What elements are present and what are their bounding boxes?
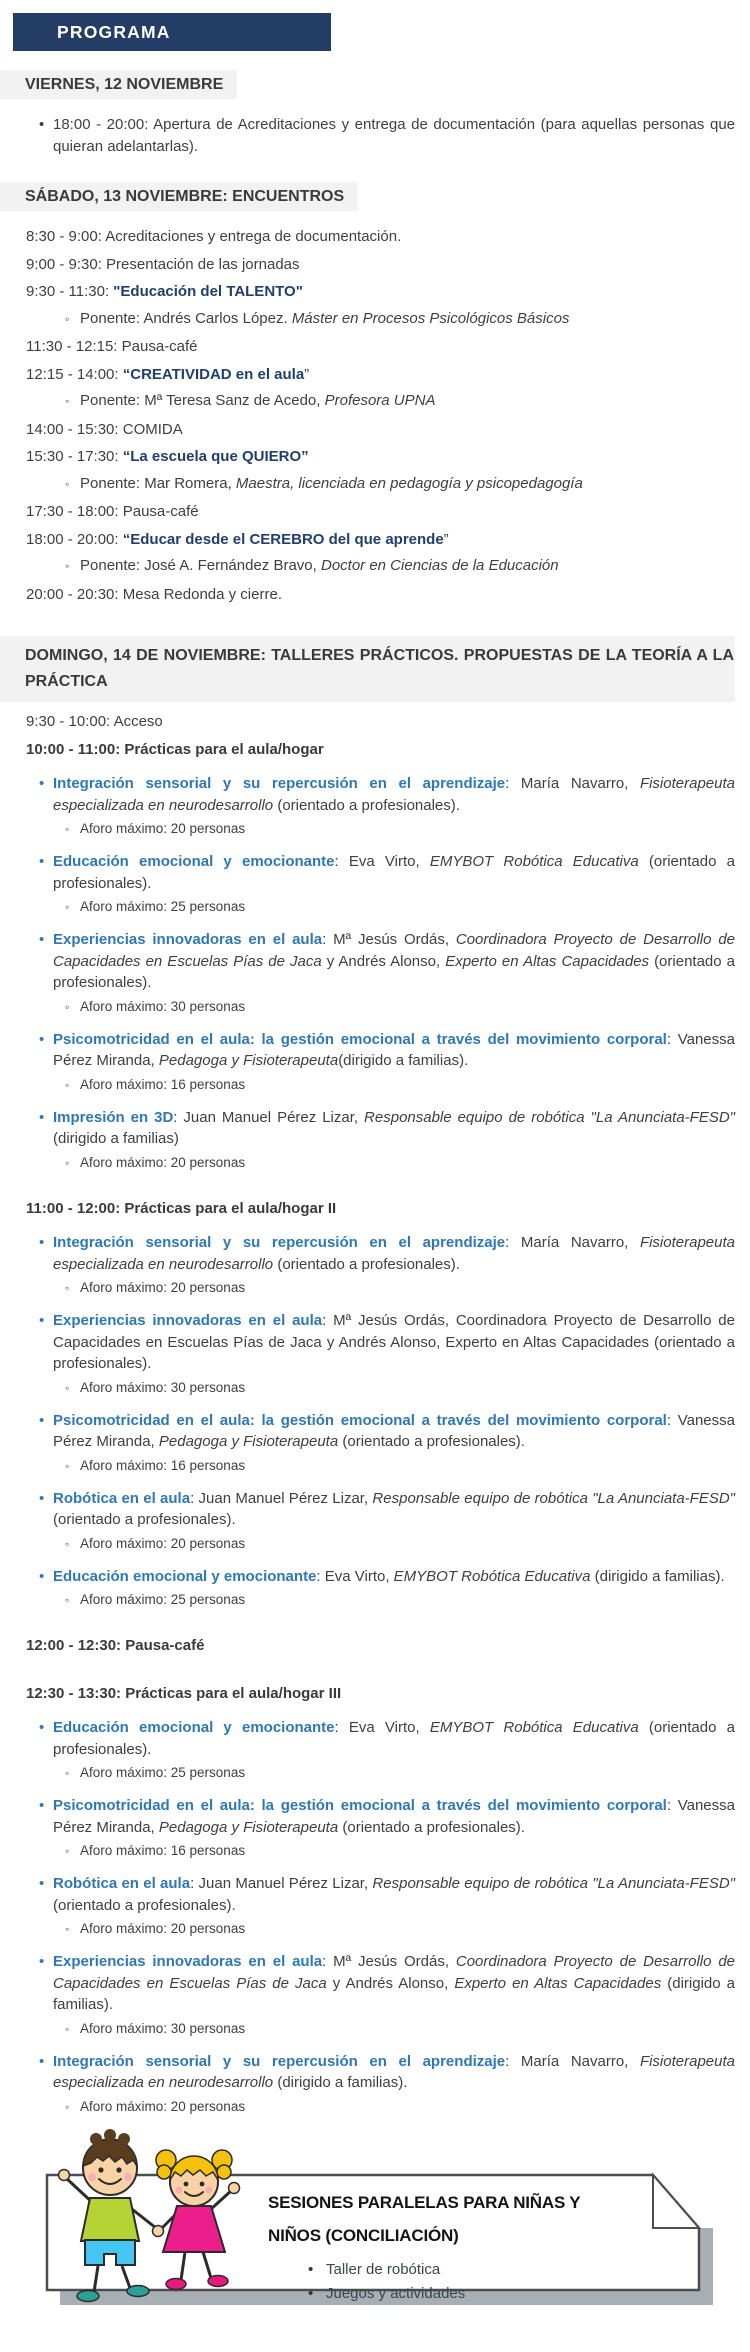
text-segment: EMYBOT Robótica Educativa	[429, 1719, 639, 1736]
aforo-line	[13, 1075, 735, 1094]
text-segment: 18:00 - 20:00:	[26, 530, 123, 548]
workshop-title-line	[13, 1029, 735, 1072]
text-segment: Robótica en el aula	[53, 1489, 191, 1507]
workshop-item	[13, 1410, 735, 1475]
text-segment: 9:30 - 10:00: Acceso	[26, 713, 163, 730]
bullet-icon: •	[39, 1489, 45, 1507]
bullet-icon: •	[39, 775, 45, 792]
text-segment: : Eva Virto,	[334, 853, 430, 870]
aforo-line	[13, 1456, 735, 1475]
circle-bullet-icon: ◦	[65, 1593, 70, 1607]
bullet-icon: •	[39, 1312, 45, 1329]
text-segment: (dirigido a familias).	[590, 1567, 725, 1585]
workshop-title-line	[13, 1795, 735, 1838]
aforo-text: Aforo máximo: 30 personas	[80, 2020, 246, 2036]
day-section-domingo	[13, 636, 735, 2116]
workshop-item	[13, 1873, 735, 1938]
schedule-line	[13, 254, 735, 276]
aforo-text: Aforo máximo: 20 personas	[80, 1535, 246, 1551]
text-segment: : Juan Manuel Pérez Lizar,	[190, 1489, 373, 1507]
circle-bullet-icon: ◦	[65, 311, 70, 326]
bullet-icon: •	[39, 1719, 45, 1736]
aforo-line	[13, 1153, 735, 1172]
circle-bullet-icon: ◦	[65, 1155, 70, 1170]
text-segment: (orientado a profesionales).	[53, 1511, 236, 1528]
bullet-icon: •	[39, 1030, 45, 1048]
banner-item-label: Juegos y actividades	[326, 2284, 466, 2302]
text-segment: : Mª Jesús Ordás,	[322, 1953, 456, 1970]
text-segment: : Eva Virto,	[334, 1719, 430, 1736]
workshop-item	[13, 1951, 735, 2038]
text-segment: 9:00 - 9:30: Presentación de las jornadas	[26, 255, 300, 273]
aforo-line	[13, 2097, 735, 2116]
text-segment: Impresión en 3D	[53, 1108, 174, 1126]
bullet-icon: •	[39, 1567, 45, 1585]
text-segment: ”	[443, 530, 449, 548]
workshop-title-line	[13, 1232, 735, 1275]
bullet-icon: •	[39, 1875, 45, 1892]
workshop-item	[13, 1795, 735, 1860]
schedule-line	[13, 711, 735, 733]
workshop-title-line	[13, 929, 735, 994]
text-segment: Educación emocional y emocionante	[53, 853, 335, 870]
text-segment: Fisioterapeuta especializada en neurodesarrollo	[53, 1234, 735, 1273]
workshop-title-line	[13, 1873, 735, 1916]
text-segment: Ponente: Mar Romera,	[80, 474, 236, 492]
banner-list-item	[308, 2258, 678, 2282]
day-header-sabado: SÁBADO, 13 NOVIEMBRE: ENCUENTROS	[0, 182, 358, 211]
text-segment: “CREATIVIDAD en el aula	[122, 365, 305, 383]
text-segment: : Eva Virto,	[316, 1567, 394, 1585]
text-segment: Experiencias innovadoras en el aula	[53, 1953, 323, 1970]
bullet-icon: •	[39, 1797, 45, 1814]
workshop-item	[13, 1488, 735, 1553]
text-segment: Educación emocional y emocionante	[53, 1567, 317, 1585]
day-section-sabado	[13, 163, 735, 605]
workshop-item	[13, 2051, 735, 2116]
text-segment: Profesora UPNA	[324, 392, 436, 409]
aforo-text: Aforo máximo: 20 personas	[80, 821, 246, 836]
workshop-item	[13, 929, 735, 1016]
aforo-text: Aforo máximo: 20 personas	[80, 1154, 246, 1170]
text-segment: (orientado a profesionales).	[273, 796, 460, 814]
text-segment: 9:30 - 11:30:	[26, 283, 114, 300]
children-illustration	[48, 2120, 243, 2352]
banner-text	[268, 2186, 678, 2306]
text-segment: Coordinadora Proyecto de Desarrollo de Capacidades en Escuelas Pías de Jaca	[53, 1953, 735, 1992]
aforo-text: Aforo máximo: 25 personas	[80, 899, 246, 914]
text-segment: Integración sensorial y su repercusión en el aprendizaje	[53, 1234, 506, 1251]
workshop-item	[13, 1029, 735, 1094]
text-segment: Psicomotricidad en el aula: la gestión emocional a través del movimiento corporal	[53, 1411, 667, 1429]
text-segment: Fisioterapeuta especializada en neurodesarrollo	[53, 2052, 735, 2091]
schedule-sections	[13, 51, 735, 2116]
bullet-icon: •	[39, 1953, 45, 1970]
text-segment: Ponente: Mª Teresa Sanz de Acedo,	[80, 392, 325, 409]
circle-bullet-icon: ◦	[65, 999, 70, 1014]
schedule-line	[13, 336, 735, 358]
text-segment: Pedagoga y Fisioterapeuta	[158, 1433, 339, 1450]
text-segment: : Vanessa Pérez Miranda,	[53, 1030, 735, 1069]
schedule-line	[13, 584, 735, 606]
aforo-line	[13, 897, 735, 916]
circle-bullet-icon: ◦	[65, 900, 70, 914]
schedule-line	[13, 419, 735, 441]
bullet-icon: •	[39, 931, 45, 948]
text-segment: (orientado a profesionales).	[338, 1818, 525, 1836]
schedule-line	[13, 114, 735, 157]
circle-bullet-icon: ◦	[65, 1536, 70, 1551]
day-header-domingo: DOMINGO, 14 DE NOVIEMBRE: TALLERES PRÁCTICOS. PROPUESTAS DE LA TEORÍA A LA PRÁCTICA	[0, 636, 735, 702]
aforo-line	[13, 1278, 735, 1297]
text-segment: Responsable equipo de robótica "La Anunciata-FESD"	[372, 1875, 735, 1892]
workshop-title-line	[13, 1488, 735, 1531]
text-segment: Experto en Altas Capacidades	[445, 952, 650, 970]
workshop-title-line	[13, 773, 735, 816]
workshop-item	[13, 1107, 735, 1172]
text-segment: (orientado a profesionales).	[53, 1896, 236, 1914]
schedule-line	[13, 501, 735, 523]
text-segment: 12:15 - 14:00:	[26, 365, 123, 383]
text-segment: Responsable equipo de robótica "La Anunciata-FESD"	[372, 1489, 735, 1507]
circle-bullet-icon: ◦	[65, 1766, 70, 1780]
text-segment: (orientado a profesionales).	[53, 1719, 735, 1758]
text-segment: Maestra, licenciada en pedagogía y psicopedagogía	[235, 474, 583, 492]
text-segment: : Mª Jesús Ordás,	[322, 931, 456, 948]
text-segment: EMYBOT Robótica Educativa	[429, 853, 639, 870]
text-segment: : María Navarro,	[505, 775, 640, 792]
circle-bullet-icon: ◦	[65, 1922, 70, 1936]
aforo-text: Aforo máximo: 16 personas	[80, 1843, 246, 1858]
aforo-text: Aforo máximo: 30 personas	[80, 998, 246, 1014]
text-segment: 8:30 - 9:00: Acreditaciones y entrega de documentación.	[26, 228, 402, 245]
speaker-line	[13, 555, 735, 577]
boy-figure	[59, 2129, 157, 2302]
text-segment: ”	[304, 365, 310, 383]
speaker-line	[13, 473, 735, 495]
text-segment: Robótica en el aula	[53, 1875, 191, 1892]
text-segment: (dirigido a familias).	[338, 1052, 469, 1069]
text-segment: 20:00 - 20:30: Mesa Redonda y cierre.	[26, 585, 282, 603]
schedule-line	[13, 529, 735, 551]
aforo-text: Aforo máximo: 16 personas	[80, 1457, 246, 1473]
bullet-icon: •	[39, 1108, 45, 1126]
text-segment: : María Navarro,	[505, 2052, 640, 2070]
text-segment: EMYBOT Robótica Educativa	[393, 1567, 591, 1585]
workshop-item	[13, 1310, 735, 1397]
workshop-title-line	[13, 1410, 735, 1453]
bullet-icon: •	[39, 2052, 45, 2070]
aforo-text: Aforo máximo: 20 personas	[80, 1280, 246, 1295]
text-segment: 15:30 - 17:30:	[26, 448, 123, 465]
day-section-viernes	[13, 51, 735, 157]
text-segment: Fisioterapeuta especializada en neurodesarrollo	[53, 775, 735, 814]
parallel-sessions-banner	[46, 2174, 699, 2302]
text-segment: “La escuela que QUIERO”	[122, 448, 309, 465]
text-segment: Máster en Procesos Psicológicos Básicos	[291, 309, 570, 327]
circle-bullet-icon: ◦	[65, 1077, 70, 1092]
workshop-title-line	[13, 1310, 735, 1375]
workshop-title-line	[13, 1951, 735, 2016]
workshop-item	[13, 773, 735, 838]
schedule-line	[13, 226, 735, 248]
text-segment: (dirigido a familias).	[273, 2074, 408, 2091]
text-segment: : Vanessa Pérez Miranda,	[53, 1797, 735, 1836]
text-segment: : Juan Manuel Pérez Lizar,	[190, 1875, 373, 1892]
text-segment: “Educar desde el CEREBRO del que aprende	[122, 530, 444, 548]
banner-bullet-list	[268, 2258, 678, 2306]
text-segment: 12:30 - 13:30: Prácticas para el aula/hogar III	[26, 1684, 342, 1702]
text-segment: (orientado a profesionales).	[53, 853, 735, 892]
text-segment: Integración sensorial y su repercusión en el aprendizaje	[53, 775, 506, 792]
speaker-line	[13, 308, 735, 330]
bullet-icon: •	[39, 1234, 45, 1251]
circle-bullet-icon: ◦	[65, 559, 70, 573]
aforo-line	[13, 1763, 735, 1782]
aforo-line	[13, 1590, 735, 1609]
schedule-line	[13, 281, 735, 303]
bullet-icon: •	[39, 1411, 45, 1429]
text-segment: (orientado a profesionales).	[338, 1433, 525, 1450]
aforo-line	[13, 1534, 735, 1553]
schedule-line	[13, 739, 735, 761]
workshop-item	[13, 851, 735, 916]
text-segment: Integración sensorial y su repercusión en el aprendizaje	[53, 2052, 506, 2070]
workshop-title-line	[13, 1717, 735, 1760]
circle-bullet-icon: ◦	[65, 1458, 70, 1473]
circle-bullet-icon: ◦	[65, 394, 70, 408]
text-segment: "Educación del TALENTO"	[113, 283, 303, 300]
circle-bullet-icon: ◦	[65, 476, 70, 491]
page-title: PROGRAMA	[13, 13, 331, 51]
workshop-title-line	[13, 2051, 735, 2094]
aforo-text: Aforo máximo: 20 personas	[80, 1921, 246, 1936]
bullet-icon: •	[39, 116, 45, 133]
text-segment: Ponente: Andrés Carlos López.	[80, 309, 292, 327]
text-segment: Experiencias innovadoras en el aula	[53, 931, 323, 948]
aforo-line	[13, 819, 735, 838]
text-segment: Pedagoga y Fisioterapeuta	[158, 1052, 339, 1069]
workshop-item	[13, 1566, 735, 1610]
text-segment: Psicomotricidad en el aula: la gestión emocional a través del movimiento corporal	[53, 1030, 667, 1048]
text-segment: Educación emocional y emocionante	[53, 1719, 335, 1736]
text-segment: 10:00 - 11:00: Prácticas para el aula/hogar	[26, 740, 324, 758]
text-segment: : Vanessa Pérez Miranda,	[53, 1411, 735, 1450]
banner-title: SESIONES PARALELAS PARA NIÑAS Y NIÑOS (CONCILIACIÓN)	[268, 2192, 581, 2245]
text-segment: Doctor en Ciencias de la Educación	[320, 557, 559, 574]
text-segment: : Mª Jesús Ordás, Coordinadora Proyecto de Desarrollo de Capacidades en Escuelas Pías de Jaca y Andrés Alonso, Experto en Altas Capacidades (orientado a profesionales).	[53, 1312, 735, 1372]
bullet-icon: •	[308, 2260, 314, 2278]
text-segment: : María Navarro,	[505, 1234, 640, 1251]
banner-list-item	[308, 2282, 678, 2306]
circle-bullet-icon: ◦	[65, 1380, 70, 1395]
text-segment: Responsable equipo de robótica "La Anunciata-FESD"	[364, 1108, 736, 1126]
text-segment: 11:00 - 12:00: Prácticas para el aula/hogar II	[26, 1199, 337, 1217]
text-segment: Coordinadora Proyecto de Desarrollo de Capacidades en Escuelas Pías de Jaca	[53, 931, 735, 970]
aforo-text: Aforo máximo: 20 personas	[80, 2098, 246, 2114]
workshop-item	[13, 1232, 735, 1297]
circle-bullet-icon: ◦	[65, 2021, 70, 2036]
schedule-line	[13, 1635, 735, 1657]
text-segment: 12:00 - 12:30: Pausa-café	[26, 1637, 205, 1654]
text-segment: Pedagoga y Fisioterapeuta	[158, 1818, 339, 1836]
text-segment: Ponente: José A. Fernández Bravo,	[80, 557, 321, 574]
aforo-line	[13, 1841, 735, 1860]
workshop-item	[13, 1717, 735, 1782]
workshop-title-line	[13, 1566, 735, 1588]
day-header-viernes: VIERNES, 12 NOVIEMBRE	[0, 70, 237, 99]
girl-figure	[153, 2150, 240, 2290]
aforo-text: Aforo máximo: 16 personas	[80, 1076, 246, 1092]
aforo-text: Aforo máximo: 30 personas	[80, 1379, 246, 1395]
workshop-title-line	[13, 851, 735, 894]
workshop-title-line	[13, 1107, 735, 1150]
text-segment: y Andrés Alonso,	[321, 952, 446, 970]
schedule-line	[13, 1683, 735, 1705]
text-segment: (orientado a profesionales).	[273, 1255, 460, 1273]
text-segment: 18:00 - 20:00: Apertura de Acreditaciones y entrega de documentación (para aquellas personas que quieran adelantarlas).	[53, 116, 735, 155]
schedule-line	[13, 1198, 735, 1220]
aforo-text: Aforo máximo: 25 personas	[80, 1765, 246, 1780]
bullet-icon: •	[39, 853, 45, 870]
schedule-line	[13, 364, 735, 386]
aforo-line	[13, 997, 735, 1016]
banner-item-label: Taller de robótica	[326, 2260, 441, 2278]
text-segment: y Andrés Alonso,	[326, 1974, 455, 1992]
aforo-text: Aforo máximo: 25 personas	[80, 1592, 246, 1607]
schedule-line	[13, 446, 735, 468]
aforo-line	[13, 1919, 735, 1938]
text-segment: 14:00 - 15:30: COMIDA	[26, 420, 183, 438]
speaker-line	[13, 390, 735, 412]
text-segment: 11:30 - 12:15: Pausa-café	[26, 338, 198, 355]
text-segment: 17:30 - 18:00: Pausa-café	[26, 503, 199, 520]
aforo-line	[13, 2019, 735, 2038]
text-segment: Experto en Altas Capacidades	[454, 1974, 662, 1992]
bullet-icon: •	[308, 2284, 314, 2302]
text-segment: Psicomotricidad en el aula: la gestión emocional a través del movimiento corporal	[53, 1797, 667, 1814]
text-segment: : Juan Manuel Pérez Lizar,	[173, 1108, 365, 1126]
text-segment: (dirigido a familias)	[53, 1130, 179, 1147]
circle-bullet-icon: ◦	[65, 1844, 70, 1858]
circle-bullet-icon: ◦	[65, 2099, 70, 2114]
text-segment: (dirigido a familias).	[53, 1974, 735, 2013]
circle-bullet-icon: ◦	[65, 822, 70, 836]
circle-bullet-icon: ◦	[65, 1281, 70, 1295]
text-segment: (orientado a profesionales).	[53, 952, 735, 991]
aforo-line	[13, 1378, 735, 1397]
text-segment: Experiencias innovadoras en el aula	[53, 1312, 323, 1329]
